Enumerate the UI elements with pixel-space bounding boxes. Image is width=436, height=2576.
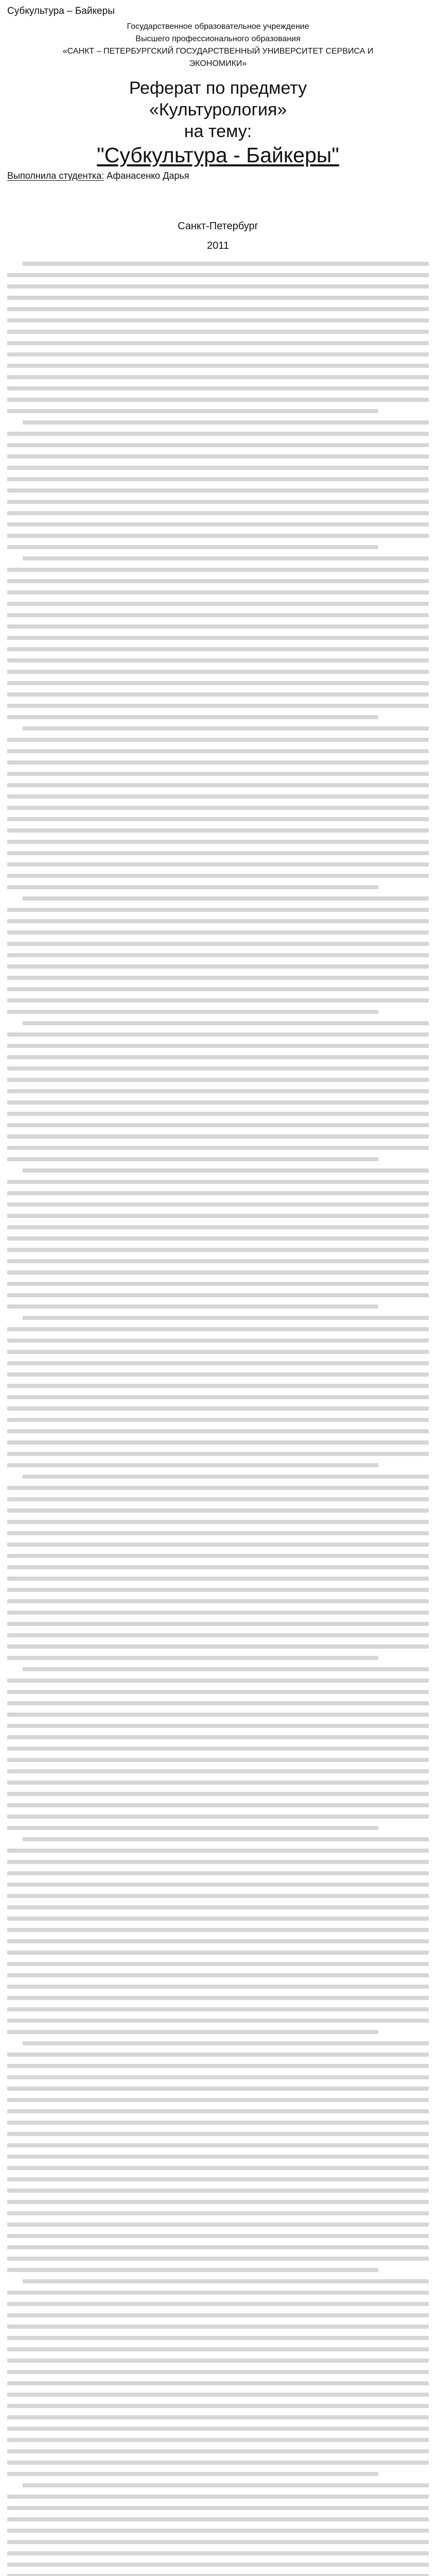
text-line [7,2551,429,2555]
text-line [7,2245,429,2249]
text-line [7,1871,429,1875]
text-line [7,1996,429,2000]
text-line [7,330,429,334]
text-line [23,262,429,266]
text-line [7,1180,429,1184]
text-line [7,579,429,583]
text-line [7,2132,429,2136]
report-title-line-1: Реферат по предмету [129,78,307,98]
institution-line-1: Государственное образовательное учреждение [127,22,309,31]
text-line [7,1418,429,1422]
text-line [7,1951,429,1955]
text-line [7,1883,429,1887]
text-line [7,2030,378,2034]
text-line [7,851,429,855]
paragraph-block [7,1667,429,1830]
report-title-block [7,77,429,168]
text-line [7,738,429,742]
text-line [7,2540,429,2544]
text-line [7,1304,378,1309]
text-line [23,896,429,901]
text-line [7,318,429,323]
text-line [7,1112,429,1116]
report-topic-value: "Субкультура - Байкеры" [97,143,339,167]
text-line [7,1543,429,1547]
text-line [7,2109,429,2113]
text-line [7,1361,429,1365]
text-line [7,2291,429,2295]
text-line [7,2053,429,2057]
text-line [7,1565,429,1569]
institution-line-3: «САНКТ – ПЕТЕРБУРГСКИЙ ГОСУДАРСТВЕННЫЙ УНИВЕРСИТЕТ СЕРВИСА И [62,47,374,56]
text-line [23,1475,429,1479]
city-line: Санкт-Петербург [178,221,258,232]
text-line [7,1429,429,1433]
text-line [7,2211,429,2215]
text-line [7,624,429,629]
paragraph-block [7,1021,429,1161]
institution-line-4: ЭКОНОМИКИ» [189,59,247,68]
text-line [7,1497,429,1501]
text-line [7,1928,429,1932]
text-line [7,636,429,640]
text-line [7,658,429,663]
report-topic-label: на тему: [184,122,252,141]
text-line [7,1599,429,1603]
text-line [7,998,429,1003]
text-line [7,522,429,527]
paragraph-block [7,1837,429,2034]
text-line [7,1191,429,1195]
text-line [23,1021,429,1025]
text-line [7,2517,429,2521]
text-line [7,1973,429,1977]
text-line [7,2257,429,2261]
text-line [7,2143,429,2147]
text-line [7,2461,429,2465]
text-line [7,828,429,833]
text-line [7,942,429,946]
text-line [7,1225,429,1229]
text-line [7,862,429,867]
text-line [7,1486,429,1490]
text-line [7,794,429,799]
report-title-line-2: «Культурология» [149,100,287,120]
paragraph-block [7,556,429,719]
text-line [7,874,429,878]
text-line [7,670,429,674]
text-line [7,2155,429,2159]
text-line [7,2189,429,2193]
text-line [7,364,429,368]
text-line [7,1236,429,1241]
text-line [7,908,429,912]
text-line [7,817,429,821]
text-line [7,1010,378,1014]
text-line [7,1577,429,1581]
text-line [7,1270,429,1275]
text-line [23,2483,429,2487]
text-line [7,1202,429,1207]
text-line [7,2234,429,2238]
author-label: Выполнила студентка: [7,171,104,181]
text-line [7,2347,429,2351]
text-line [7,1293,429,1297]
text-line [7,1327,429,1331]
text-line [7,647,429,651]
paragraph-block [7,262,429,413]
text-line [7,681,429,685]
text-line [7,1588,429,1592]
text-line [7,1395,429,1399]
text-line [7,2177,429,2181]
text-line [7,1089,429,1093]
text-line [7,1849,429,1853]
text-line [7,1792,429,1796]
text-line [7,602,429,606]
text-line [7,1622,429,1626]
text-line [7,1440,429,1445]
text-line [7,2075,429,2079]
author-name: Афанасенко Дарья [107,171,189,181]
text-line [7,2019,429,2023]
text-line [7,511,429,515]
text-line [23,1837,429,1841]
text-line [7,409,378,413]
text-line [23,2041,429,2045]
text-line [23,420,429,425]
text-line [7,964,429,969]
text-line [7,2166,429,2170]
text-line [7,2302,429,2306]
text-line [7,2268,378,2272]
text-line [7,352,429,357]
text-line [7,1032,429,1037]
text-line [7,2574,429,2576]
text-line [7,919,429,923]
text-line [7,760,429,765]
text-line [7,1769,429,1773]
text-line [7,749,429,753]
text-line [7,1656,378,1660]
text-line [7,806,429,810]
text-line [23,556,429,561]
text-line [7,1282,429,1286]
text-line [7,1044,429,1048]
paragraph-block [7,1168,429,1309]
text-line [7,466,429,470]
text-line [7,1905,429,1909]
text-line [7,715,378,719]
text-line [7,1554,429,1558]
text-line [7,1123,429,1127]
text-line [7,2506,429,2510]
text-line [7,1214,429,1218]
text-line [7,1645,429,1649]
text-line [7,568,429,572]
text-line [7,1452,429,1456]
text-line [7,1055,429,1059]
text-line [7,296,429,300]
text-line [7,1679,429,1683]
text-line [7,1350,429,1354]
text-line [7,1633,429,1637]
text-line [7,341,429,345]
text-line [7,2370,429,2374]
text-line [7,1781,429,1785]
text-line [7,1860,429,1864]
text-line [7,1157,378,1161]
paragraph-block [7,726,429,889]
text-line [7,1372,429,1377]
text-line [7,2472,378,2476]
text-line [7,2325,429,2329]
text-line [7,1611,429,1615]
text-line [7,398,429,402]
author-row [7,169,429,182]
text-line [7,2563,429,2567]
text-line [7,1078,429,1082]
text-line [7,307,429,311]
text-line [7,2098,429,2102]
text-line [7,1985,429,1989]
paragraph-block [7,2041,429,2272]
text-line [7,1100,429,1105]
text-line [23,2279,429,2283]
paragraph-block [7,2483,429,2576]
paragraph-block [7,2279,429,2476]
text-line [7,2007,429,2011]
text-line [7,1146,429,1150]
text-line [7,1248,429,1252]
text-line [7,772,429,776]
text-line [7,1917,429,1921]
text-line [7,783,429,787]
text-line [7,273,429,277]
text-line [7,2087,429,2091]
text-line [7,1735,429,1739]
text-line [7,1713,429,1717]
text-line [7,2495,429,2499]
text-line [7,432,429,436]
institution-line-2: Высшего профессионального образования [135,35,301,43]
text-line [7,1894,429,1898]
text-line [7,454,429,459]
text-line [7,2529,429,2533]
text-line [23,726,429,731]
text-line [7,1463,378,1467]
text-line [7,885,378,889]
text-line [7,534,429,538]
text-line [7,2200,429,2204]
text-line [7,2121,429,2125]
text-line [7,1406,429,1411]
text-line [7,488,429,493]
text-line [7,2393,429,2397]
text-line [7,386,429,391]
text-line [7,930,429,935]
text-line [7,1384,429,1388]
text-line [7,500,429,504]
text-line [7,2336,429,2340]
text-line [7,1724,429,1728]
text-line [7,2359,429,2363]
text-line [7,545,378,549]
text-line [7,375,429,379]
text-line [7,840,429,844]
text-line [7,1134,429,1139]
text-line [7,1531,429,1535]
text-line [7,1701,429,1705]
paragraph-block [7,420,429,549]
text-line [7,590,429,595]
text-line [7,2064,429,2068]
text-line [7,2449,429,2453]
paragraph-block [7,1316,429,1467]
text-line [7,1815,429,1819]
text-line [7,1520,429,1524]
text-line [7,692,429,697]
text-line [7,2404,429,2408]
text-line [7,1066,429,1071]
year-line: 2011 [206,240,229,251]
text-line [7,1690,429,1694]
text-line [23,1667,429,1671]
text-line [7,2438,429,2442]
text-line [23,1316,429,1320]
text-line [7,477,429,481]
text-line [7,443,429,447]
text-line [7,2381,429,2385]
text-line [7,1338,429,1343]
text-line [7,976,429,980]
text-line [7,1939,429,1943]
text-line [7,987,429,991]
text-line [7,1826,378,1830]
text-line [7,1259,429,1263]
document-header-title: Субкультура – Байкеры [7,6,115,16]
text-line [7,2427,429,2431]
text-line [7,2313,429,2317]
body-text [7,262,429,2576]
text-line [7,2415,429,2419]
text-line [23,1168,429,1173]
text-line [7,1758,429,1762]
text-line [7,1962,429,1966]
text-line [7,1803,429,1807]
text-line [7,1747,429,1751]
paragraph-block [7,1475,429,1660]
text-line [7,613,429,617]
text-line [7,953,429,957]
institution-block [7,21,429,70]
text-line [7,704,429,708]
text-line [7,284,429,289]
paragraph-block [7,896,429,1014]
text-line [7,2223,429,2227]
text-line [7,1509,429,1513]
